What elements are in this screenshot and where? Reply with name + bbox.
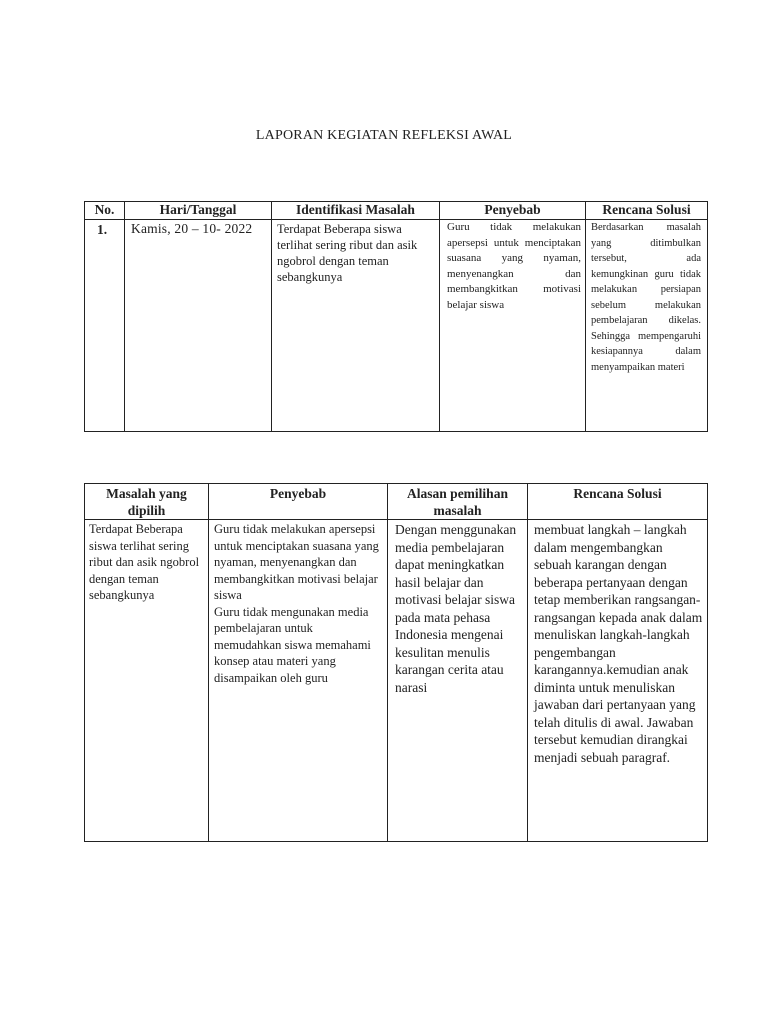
cell-penyebab (209, 520, 388, 842)
header-identifikasi-masalah: Identifikasi Masalah (272, 202, 440, 220)
header-masalah-dipilih: Masalah yang dipilih (85, 484, 209, 520)
header-penyebab: Penyebab (440, 202, 586, 220)
header-alasan-pemilihan: Alasan pemilihan masalah (388, 484, 528, 520)
penyebab-item: Guru tidak mengunakan media pembelajaran untuk memudahkan siswa memahami konsep atau materi yang disampaikan oleh guru (214, 604, 371, 685)
header-no: No. (85, 202, 125, 220)
reflection-table (84, 201, 708, 432)
header-rencana-solusi: Rencana Solusi (528, 484, 708, 520)
cell-rencana-solusi: membuat langkah – langkah dalam mengembangkan sebuah karangan dengan beberapa pertanyaan dengan tetap memberikan rangsangan-rangsangan kepada anak dalam menuliskan langkah-langkah pengembangan karangannya.kemudian anak diminta untuk menuliskan jawaban dari pertanyaan yang telah ditulis di awal. Jawaban tersebut kemudian dirangkai menjadi sebuah paragraf. (528, 520, 708, 842)
cell-masalah-dipilih: Terdapat Beberapa siswa terlihat sering ribut dan asik ngobrol dengan teman sebangkunya (85, 520, 209, 842)
penyebab-item: Guru tidak melakukan apersepsi untuk menciptakan suasana yang nyaman, menyenangkan dan membangkitkan motivasi belajar siswa (214, 522, 379, 602)
page-title: LAPORAN KEGIATAN REFLEKSI AWAL (255, 128, 513, 143)
header-rencana-solusi: Rencana Solusi (586, 202, 708, 220)
header-hari-tanggal: Hari/Tanggal (125, 202, 272, 220)
solution-plan-table (84, 483, 708, 842)
table-row (85, 220, 708, 432)
table-header-row (85, 484, 708, 520)
cell-rencana-solusi: Berdasarkan masalah yang ditimbulkan tersebut, ada kemungkinan guru tidak melakukan persiapan sebelum melakukan pembelajaran dikelas. Sehingga mempengaruhi kesiapannya dalam menyampaikan materi (586, 220, 708, 432)
header-penyebab: Penyebab (209, 484, 388, 520)
cell-alasan-pemilihan: Dengan menggunakan media pembelajaran dapat meningkatkan hasil belajar dan motivasi belajar siswa pada mata pehasa Indonesia mengenai kesulitan menulis karangan cerita atau narasi (388, 520, 528, 842)
cell-penyebab: Guru tidak melakukan apersepsi untuk menciptakan suasana yang nyaman, menyenangkan dan membangkitkan motivasi belajar siswa (440, 220, 586, 432)
table-header-row (85, 202, 708, 220)
cell-identifikasi-masalah: Terdapat Beberapa siswa terlihat sering ribut dan asik ngobrol dengan teman sebangkunya (272, 220, 440, 432)
table-row (85, 520, 708, 842)
cell-no: 1. (85, 220, 125, 432)
cell-date: Kamis, 20 – 10- 2022 (125, 220, 272, 432)
